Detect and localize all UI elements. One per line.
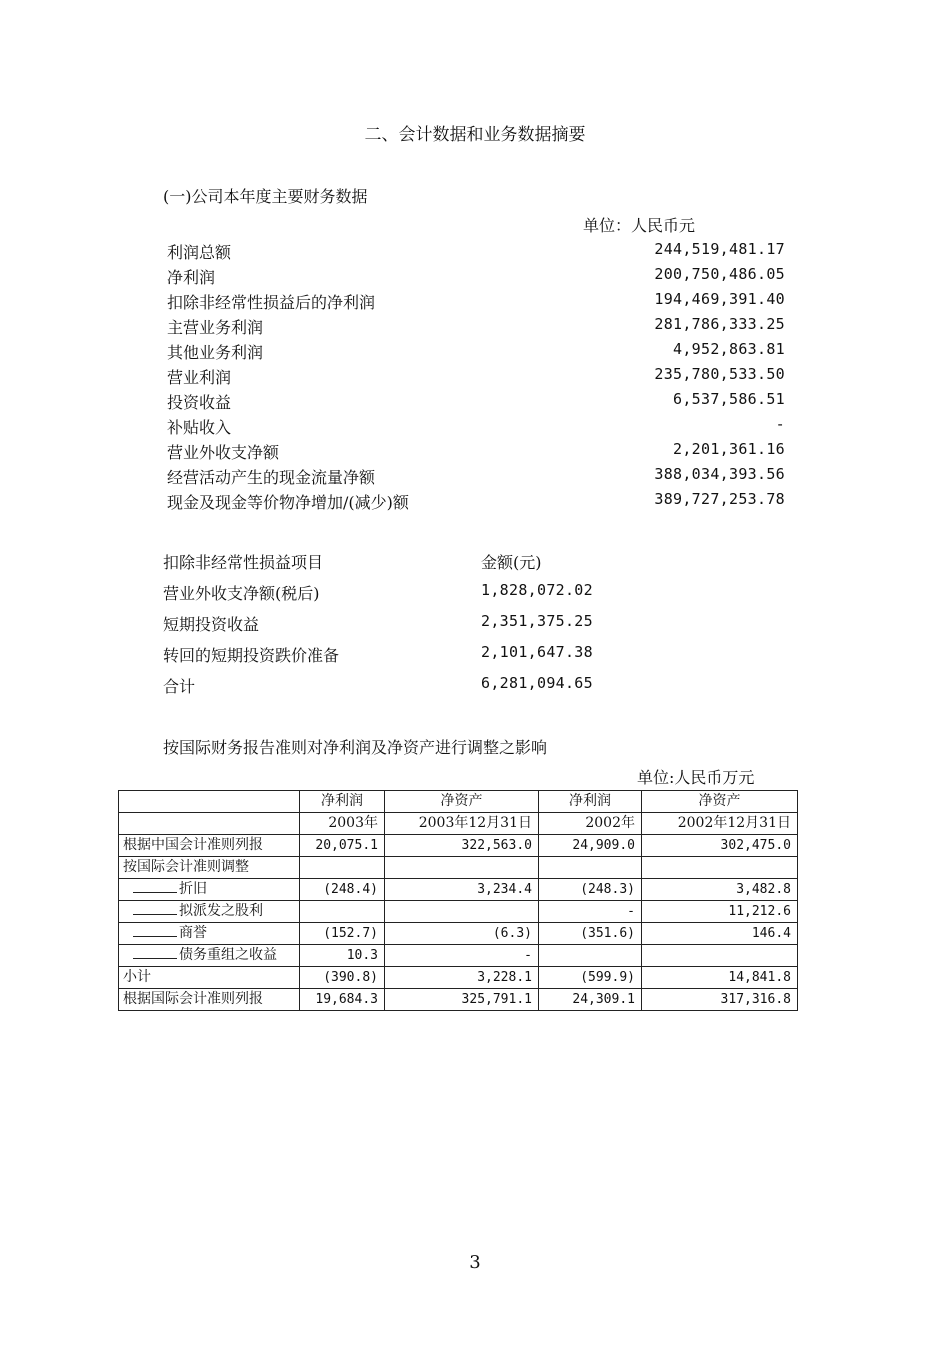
financial-row bbox=[167, 390, 785, 415]
row-label: 短期投资收益 bbox=[163, 615, 260, 634]
table-cell bbox=[539, 945, 642, 967]
table-cell: 20,075.1 bbox=[300, 835, 385, 857]
row-value: 6,537,586.51 bbox=[673, 390, 785, 408]
table-cell bbox=[300, 901, 385, 923]
row-label: 营业利润 bbox=[167, 368, 232, 387]
row-value: 235,780,533.50 bbox=[654, 365, 785, 383]
row-value: 2,101,647.38 bbox=[481, 643, 593, 661]
row-label: 投资收益 bbox=[167, 393, 232, 412]
row-value: 2,351,375.25 bbox=[481, 612, 593, 630]
column-subheader: 2002年 bbox=[539, 813, 642, 835]
row-label: 转回的短期投资跌价准备 bbox=[163, 646, 340, 665]
table-row bbox=[119, 857, 798, 879]
table-cell: (6.3) bbox=[385, 923, 539, 945]
financial-row bbox=[167, 440, 785, 465]
table-cell bbox=[539, 857, 642, 879]
row-label: 现金及现金等价物净增加/(减少)额 bbox=[167, 493, 409, 512]
row-label: 净利润 bbox=[167, 268, 216, 287]
table-cell: (248.3) bbox=[539, 879, 642, 901]
row-label: 合计 bbox=[163, 677, 196, 696]
column-subheader: 2002年12月31日 bbox=[642, 813, 798, 835]
table-row bbox=[119, 835, 798, 857]
table-row bbox=[119, 989, 798, 1011]
section-heading-financial-data: (一)公司本年度主要财务数据 bbox=[163, 187, 368, 206]
row-value: - bbox=[775, 415, 785, 433]
row-label: 营业外收支净额 bbox=[167, 443, 280, 462]
indent-underline bbox=[133, 924, 177, 937]
nonrecurring-total-row bbox=[163, 674, 593, 705]
table-cell: - bbox=[385, 945, 539, 967]
financial-row bbox=[167, 490, 785, 515]
row-label: 经营活动产生的现金流量净额 bbox=[167, 468, 376, 487]
financial-row bbox=[167, 415, 785, 440]
row-value: 389,727,253.78 bbox=[654, 490, 785, 508]
table-cell: (248.4) bbox=[300, 879, 385, 901]
column-header: 净利润 bbox=[300, 791, 385, 813]
table-cell: 325,791.1 bbox=[385, 989, 539, 1011]
table-corner-cell bbox=[119, 813, 300, 835]
nonrecurring-header-value: 金额(元) bbox=[481, 553, 542, 572]
table-row bbox=[119, 901, 798, 923]
row-value: 388,034,393.56 bbox=[654, 465, 785, 483]
row-label-cell bbox=[119, 945, 300, 967]
row-value: 281,786,333.25 bbox=[654, 315, 785, 333]
page-title: 二、会计数据和业务数据摘要 bbox=[364, 125, 586, 145]
financial-row bbox=[167, 365, 785, 390]
table-subheader-row bbox=[119, 813, 798, 835]
table-row bbox=[119, 967, 798, 989]
row-label: 按国际会计准则调整 bbox=[119, 857, 300, 879]
row-label: 补贴收入 bbox=[167, 418, 232, 437]
table-cell bbox=[385, 901, 539, 923]
row-label: 拟派发之股利 bbox=[179, 903, 263, 919]
table-cell: 14,841.8 bbox=[642, 967, 798, 989]
row-value: 1,828,072.02 bbox=[481, 581, 593, 599]
table-cell: 317,316.8 bbox=[642, 989, 798, 1011]
financial-row bbox=[167, 265, 785, 290]
row-label-cell bbox=[119, 901, 300, 923]
unit-label: 单位:人民币万元 bbox=[637, 768, 755, 787]
table-cell: (599.9) bbox=[539, 967, 642, 989]
row-value: 4,952,863.81 bbox=[673, 340, 785, 358]
row-value: 2,201,361.16 bbox=[673, 440, 785, 458]
table-cell bbox=[385, 857, 539, 879]
row-label: 扣除非经常性损益后的净利润 bbox=[167, 293, 376, 312]
table-cell: (152.7) bbox=[300, 923, 385, 945]
nonrecurring-row bbox=[163, 612, 593, 643]
row-label: 折旧 bbox=[179, 881, 207, 897]
financial-row bbox=[167, 315, 785, 340]
table-cell: (390.8) bbox=[300, 967, 385, 989]
financial-row bbox=[167, 240, 785, 265]
financial-row bbox=[167, 290, 785, 315]
table-cell bbox=[642, 945, 798, 967]
indent-underline bbox=[133, 902, 177, 915]
row-value: 194,469,391.40 bbox=[654, 290, 785, 308]
ifrs-adjustment-table bbox=[118, 790, 798, 1011]
row-label: 利润总额 bbox=[167, 243, 232, 262]
nonrecurring-row bbox=[163, 581, 593, 612]
nonrecurring-header bbox=[163, 550, 593, 581]
column-header: 净资产 bbox=[385, 791, 539, 813]
table-cell: 11,212.6 bbox=[642, 901, 798, 923]
ifrs-heading: 按国际财务报告准则对净利润及净资产进行调整之影响 bbox=[163, 738, 548, 757]
table-cell: 3,234.4 bbox=[385, 879, 539, 901]
table-cell: 302,475.0 bbox=[642, 835, 798, 857]
row-label: 根据中国会计准则列报 bbox=[119, 835, 300, 857]
row-label: 营业外收支净额(税后) bbox=[163, 584, 320, 603]
column-header: 净资产 bbox=[642, 791, 798, 813]
row-label: 债务重组之收益 bbox=[179, 947, 277, 963]
table-cell: 3,228.1 bbox=[385, 967, 539, 989]
nonrecurring-header-label: 扣除非经常性损益项目 bbox=[163, 553, 324, 572]
table-cell: 19,684.3 bbox=[300, 989, 385, 1011]
table-cell: 322,563.0 bbox=[385, 835, 539, 857]
table-header-row bbox=[119, 791, 798, 813]
financial-row bbox=[167, 465, 785, 490]
table-cell bbox=[300, 857, 385, 879]
column-header: 净利润 bbox=[539, 791, 642, 813]
row-value: 244,519,481.17 bbox=[654, 240, 785, 258]
table-cell: 24,909.0 bbox=[539, 835, 642, 857]
row-label: 主营业务利润 bbox=[167, 318, 264, 337]
row-label: 根据国际会计准则列报 bbox=[119, 989, 300, 1011]
table-cell: 146.4 bbox=[642, 923, 798, 945]
table-cell: 24,309.1 bbox=[539, 989, 642, 1011]
indent-underline bbox=[133, 880, 177, 893]
table-cell: (351.6) bbox=[539, 923, 642, 945]
row-label-cell bbox=[119, 923, 300, 945]
row-label-cell bbox=[119, 879, 300, 901]
row-label: 小计 bbox=[119, 967, 300, 989]
row-value: 200,750,486.05 bbox=[654, 265, 785, 283]
column-subheader: 2003年12月31日 bbox=[385, 813, 539, 835]
table-cell: 3,482.8 bbox=[642, 879, 798, 901]
financial-row bbox=[167, 340, 785, 365]
table-row bbox=[119, 945, 798, 967]
row-label: 商誉 bbox=[179, 925, 207, 941]
table-row bbox=[119, 879, 798, 901]
table-cell: - bbox=[539, 901, 642, 923]
unit-label: 单位：人民币元 bbox=[583, 216, 696, 235]
nonrecurring-row bbox=[163, 643, 593, 674]
page-number: 3 bbox=[469, 1252, 481, 1273]
column-subheader: 2003年 bbox=[300, 813, 385, 835]
table-cell: 10.3 bbox=[300, 945, 385, 967]
table-corner-cell bbox=[119, 791, 300, 813]
indent-underline bbox=[133, 946, 177, 959]
table-row bbox=[119, 923, 798, 945]
row-label: 其他业务利润 bbox=[167, 343, 264, 362]
table-cell bbox=[642, 857, 798, 879]
row-value: 6,281,094.65 bbox=[481, 674, 593, 692]
